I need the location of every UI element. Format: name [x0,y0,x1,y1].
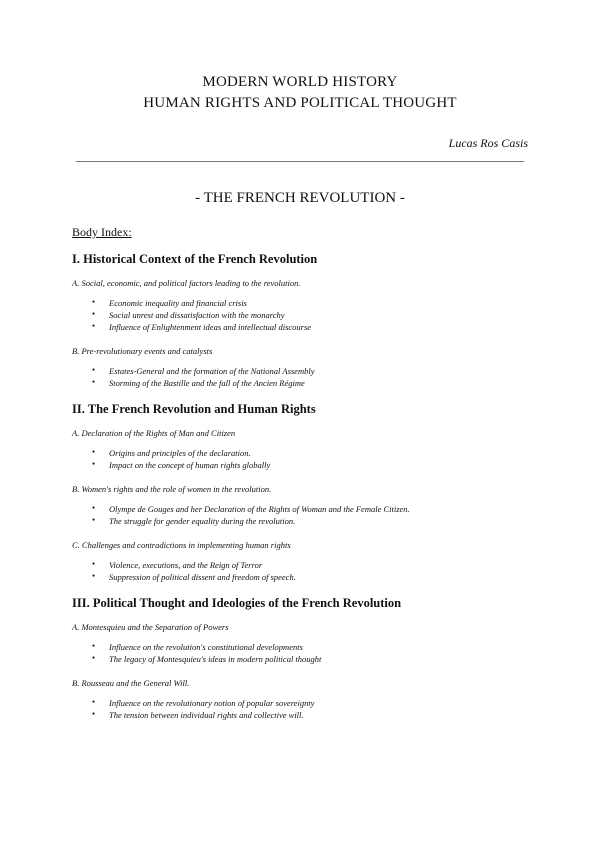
bullet-list [72,297,532,333]
list-item: ● Olympe de Gouges and her Declaration of the Rights of Woman and the Female Citizen. [109,503,532,515]
document-title-line-1: MODERN WORLD HISTORY [202,74,398,90]
section-title: - THE FRENCH REVOLUTION - [195,190,405,206]
document-title-line-2: HUMAN RIGHTS AND POLITICAL THOUGHT [143,95,457,111]
bullet-list [72,641,532,665]
list-item: ● The struggle for gender equality during the revolution. [109,515,532,527]
list-item: ● Violence, executions, and the Reign of Terror [109,559,532,571]
list-item: ● Impact on the concept of human rights globally [109,459,532,471]
subsection-title: A. Social, economic, and political factors leading to the revolution. [72,278,301,288]
subsection-title: B. Rousseau and the General Will. [72,678,190,688]
bullet-list [72,503,532,527]
subsection-title: A. Montesquieu and the Separation of Powers [72,622,229,632]
body-index-content [72,251,532,721]
section-heading: III. Political Thought and Ideologies of the French Revolution [72,596,402,610]
subsection-title: B. Women's rights and the role of women in the revolution. [72,484,272,494]
list-item: ● The tension between individual rights and collective will. [109,709,532,721]
subsection-title: A. Declaration of the Rights of Man and Citizen [72,428,236,438]
list-item: ● Influence on the revolution's constitutional developments [109,641,532,653]
author-name: Lucas Ros Casis [448,136,528,150]
list-item: ● The legacy of Montesquieu's ideas in modern political thought [109,653,532,665]
list-item: ● Economic inequality and financial crisis [109,297,532,309]
bullet-list [72,697,532,721]
header-divider [76,161,524,162]
body-index-label: Body Index: [72,225,132,239]
bullet-list [72,447,532,471]
list-item: ● Social unrest and dissatisfaction with the monarchy [109,309,532,321]
subsection-title: B. Pre-revolutionary events and catalysts [72,346,213,356]
list-item: ● Storming of the Bastille and the fall of the Ancien Régime [109,377,532,389]
list-item: ● Estates-General and the formation of the National Assembly [109,365,532,377]
bullet-list [72,559,532,583]
list-item: ● Suppression of political dissent and freedom of speech. [109,571,532,583]
section-heading: I. Historical Context of the French Revolution [72,252,318,266]
list-item: ● Influence of Enlightenment ideas and intellectual discourse [109,321,532,333]
section-heading: II. The French Revolution and Human Rights [72,402,316,416]
bullet-list [72,365,532,389]
list-item: ● Origins and principles of the declaration. [109,447,532,459]
subsection-title: C. Challenges and contradictions in implementing human rights [72,540,291,550]
list-item: ● Influence on the revolutionary notion of popular sovereignty [109,697,532,709]
